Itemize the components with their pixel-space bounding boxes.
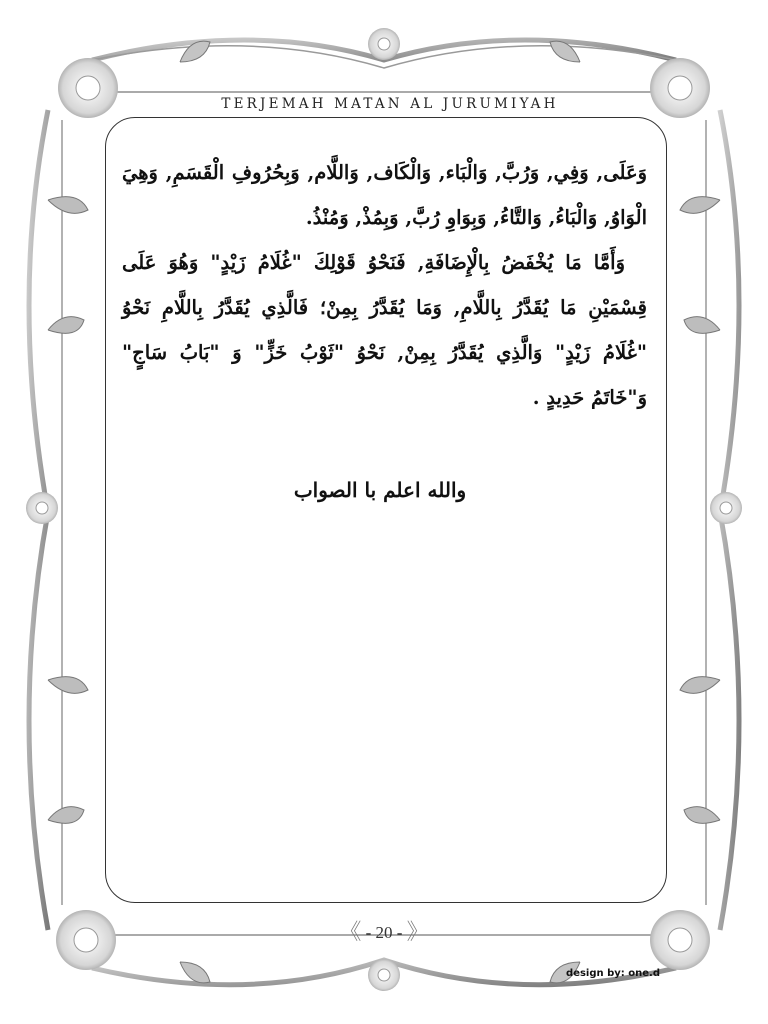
corner-flower-bottom-left — [56, 910, 116, 970]
corner-flower-top-left — [58, 58, 118, 118]
paragraph: وَعَلَى, وَفِي, وَرُبَّ, وَالْبَاء, وَالْكَاف, وَاللَّام, وَبِحُرُوفِ الْقَسَمِ, وَهِيَ الْوَاوُ, وَالْبَاءُ, وَالتَّاءُ, وَبِوَاوِ رُبَّ, وَبِمُذْ, وَمُنْذُ. — [122, 161, 647, 229]
paragraph: وَأَمَّا مَا يُخْفَضُ بِالْإِضَافَةِ, فَنَحْوُ قَوْلِكَ "غُلَامُ زَيْدٍ" وَهُوَ عَلَى قِسْمَيْنِ مَا يُقَدَّرُ بِاللَّامِ, وَمَا يُقَدَّرُ بِمِنْ؛ فَالَّذِي يُقَدَّرُ بِاللَّامِ نَحْوُ "غُلَامُ زَيْدٍ" وَالَّذِي يُقَدَّرُ بِمِنْ, نَحْوُ "ثَوْبُ خَزٍّ" وَ "بَابُ سَاجٍ" وَ"خَاتَمُ حَدِيدٍ . — [122, 251, 647, 409]
page-header-title: TERJEMAH MATAN AL JURUMIYAH — [221, 96, 559, 112]
closing-phrase: والله اعلم با الصواب — [293, 478, 467, 502]
corner-flower-top-right — [650, 58, 710, 118]
arabic-body-text — [122, 150, 647, 420]
left-bracket-icon: 《 — [339, 919, 362, 944]
page-number — [324, 915, 444, 946]
page-number-text: - 20 - — [365, 923, 403, 942]
design-credit: design by: one.d — [566, 968, 660, 979]
corner-flower-bottom-right — [650, 910, 710, 970]
right-bracket-icon: 》 — [406, 919, 429, 944]
